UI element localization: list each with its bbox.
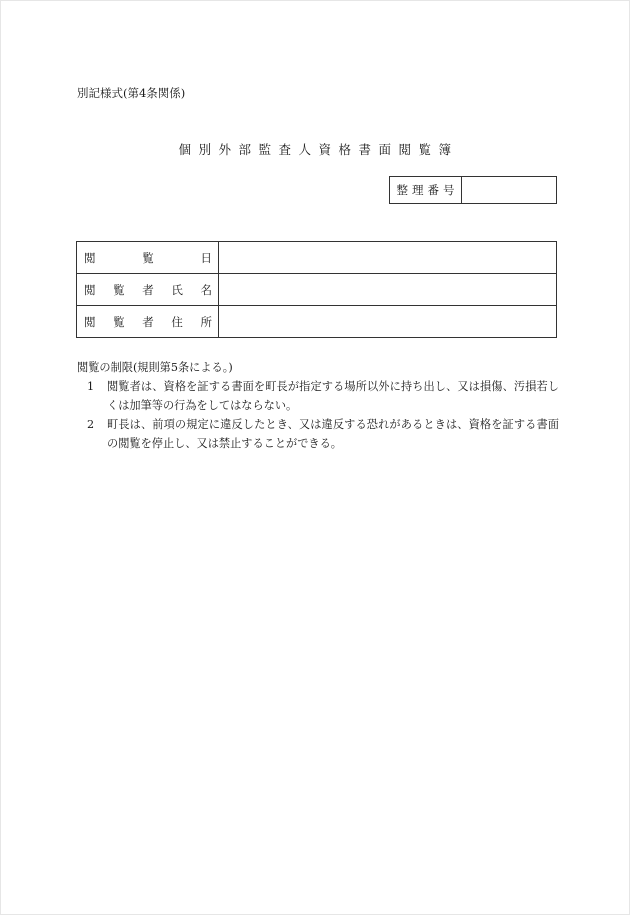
reference-number-field[interactable] xyxy=(462,177,556,203)
label-char: 覧 xyxy=(113,282,125,297)
label-char: 所 xyxy=(200,314,212,329)
item-number: 1 xyxy=(87,380,95,393)
table-row xyxy=(77,274,557,306)
viewing-record-table xyxy=(76,241,557,338)
item-number: 2 xyxy=(87,418,95,431)
reference-number-label: 整理番号 xyxy=(390,177,462,203)
item-text: 町長は、前項の規定に違反したとき、又は違反する恐れがあるときは、資格を証する書面の閲覧を停止し、又は禁止することができる。 xyxy=(107,418,559,450)
viewer-address-field[interactable] xyxy=(219,306,557,338)
document-title: 個別外部監査人資格書面閲覧簿 xyxy=(178,142,459,157)
reference-number-box xyxy=(389,176,557,204)
form-reference-note: 別記様式(第4条関係) xyxy=(77,86,186,100)
label-char: 覧 xyxy=(113,314,125,329)
label-char: 者 xyxy=(142,314,154,329)
label-char: 閲 xyxy=(84,250,96,265)
viewing-date-field[interactable] xyxy=(219,242,557,274)
label-char: 住 xyxy=(171,314,183,329)
viewing-restrictions xyxy=(77,358,559,453)
viewer-name-label xyxy=(77,274,219,306)
restrictions-heading: 閲覧の制限(規則第5条による。) xyxy=(77,361,233,374)
list-item xyxy=(77,415,559,453)
viewer-name-field[interactable] xyxy=(219,274,557,306)
label-char: 閲 xyxy=(84,314,96,329)
label-char: 名 xyxy=(200,282,212,297)
table-row xyxy=(77,242,557,274)
label-char: 者 xyxy=(142,282,154,297)
label-char: 日 xyxy=(200,250,212,265)
table-row xyxy=(77,306,557,338)
viewing-date-label xyxy=(77,242,219,274)
viewer-address-label xyxy=(77,306,219,338)
label-char: 閲 xyxy=(84,282,96,297)
list-item xyxy=(77,377,559,415)
label-char: 覧 xyxy=(142,250,154,265)
label-char: 氏 xyxy=(171,282,183,297)
item-text: 閲覧者は、資格を証する書面を町長が指定する場所以外に持ち出し、又は損傷、汚損若しくは加筆等の行為をしてはならない。 xyxy=(107,380,559,412)
